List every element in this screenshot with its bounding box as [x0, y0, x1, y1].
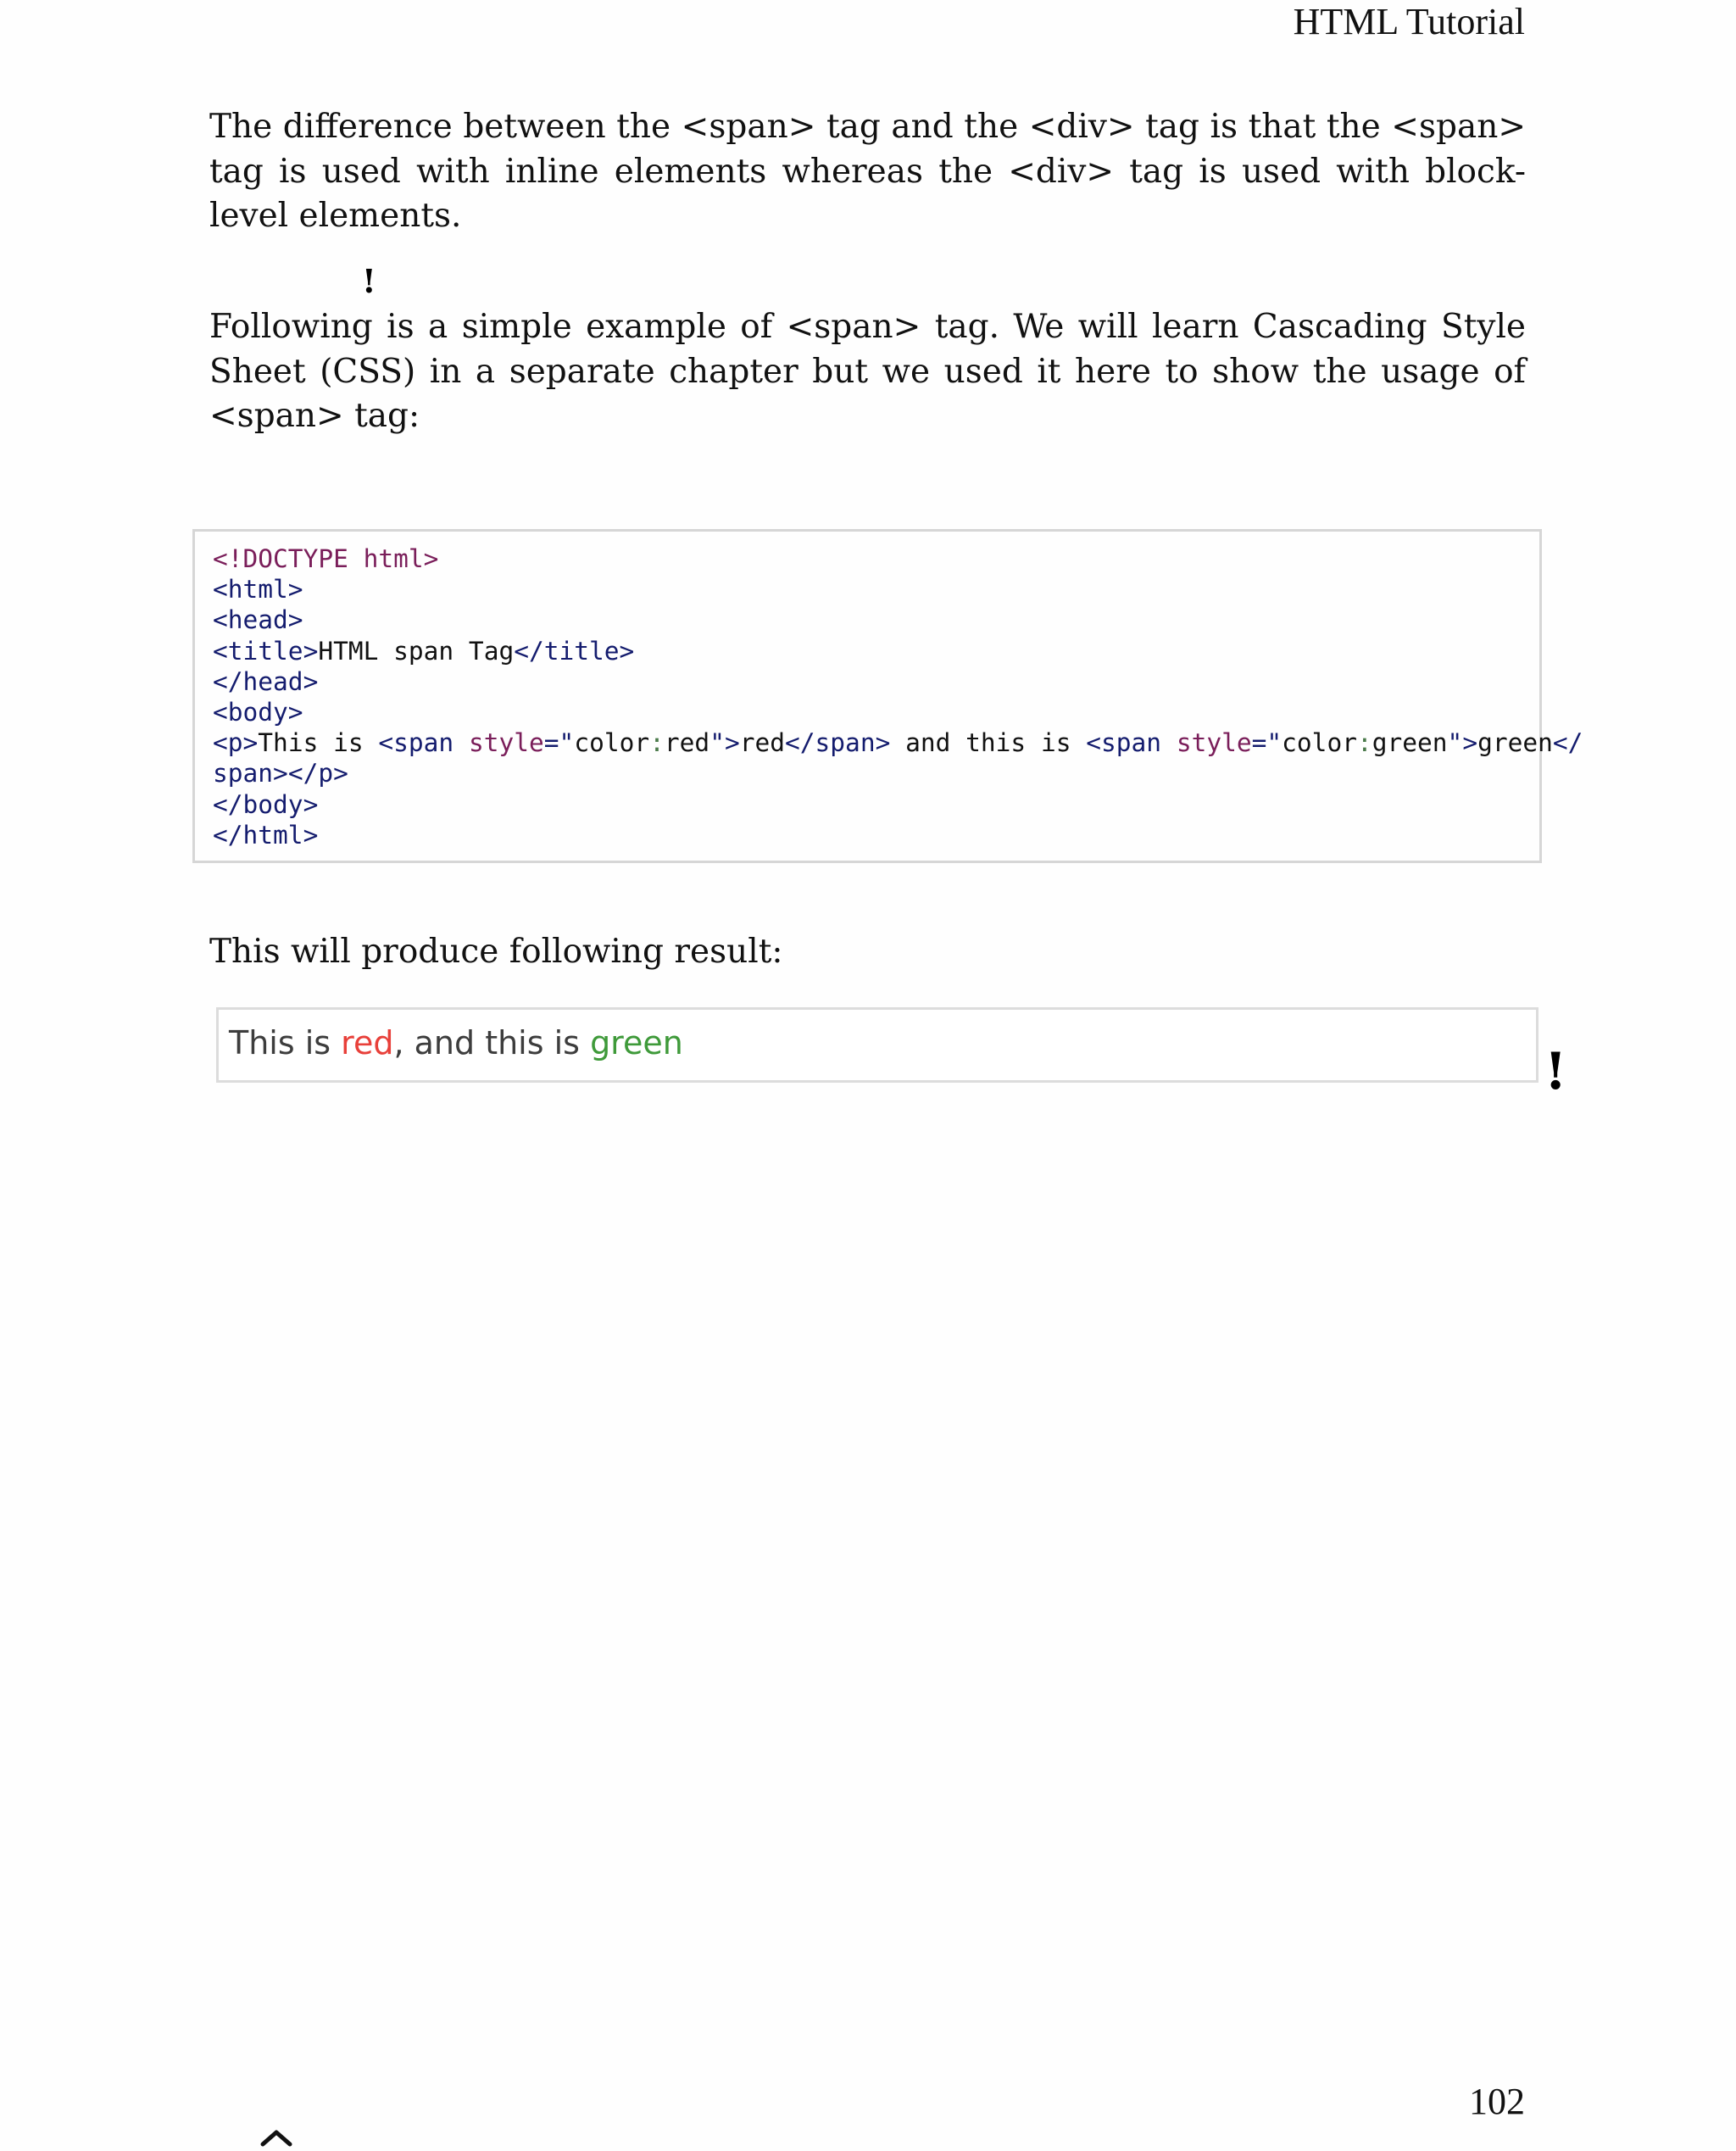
- code-prop-color-2: color: [1282, 728, 1357, 758]
- code-gt-2: >: [1462, 728, 1478, 758]
- code-span-open-2: <span: [1086, 728, 1177, 758]
- code-block: [213, 543, 1583, 850]
- output-green-word: green: [590, 1024, 683, 1062]
- output-text-this-is: This is: [229, 1024, 342, 1062]
- rendered-output-box: [216, 1007, 1538, 1083]
- exclamation-mark-glyph-large: !: [1544, 1042, 1567, 1101]
- intro-paragraph: The difference between the <span> tag and the <div> tag is that the <span> tag is used with inline elements whereas the <div> tag is used with block-level elements.: [209, 108, 1526, 235]
- result-intro-paragraph: This will produce following result:: [209, 933, 783, 971]
- code-prop-color-1: color: [574, 728, 650, 758]
- code-line-body-open: <body>: [213, 698, 303, 727]
- code-span-close-2-end: span>: [213, 759, 288, 789]
- page-number: 102: [1469, 2081, 1525, 2122]
- code-line-html-close: </html>: [213, 820, 319, 850]
- code-colon-1: :: [649, 728, 665, 758]
- code-quote-1: ": [709, 728, 725, 758]
- code-colon-2: :: [1356, 728, 1372, 758]
- code-line-head-close: </head>: [213, 666, 319, 696]
- rendered-output-line: [229, 1022, 683, 1064]
- code-line-html-open: <html>: [213, 575, 303, 605]
- code-text-this-is: This is: [258, 728, 379, 758]
- code-title-close-tag: </title>: [514, 636, 635, 666]
- caret-up-icon: [259, 2126, 293, 2151]
- code-inner-green: green: [1477, 728, 1553, 758]
- code-p-open-tag: <p>: [213, 728, 259, 758]
- code-eq-quote-2: =": [1251, 728, 1283, 758]
- code-title-open-tag: <title>: [213, 636, 319, 666]
- code-attr-style-1: style: [468, 728, 544, 758]
- code-quote-2: ": [1447, 728, 1463, 758]
- code-line-body-close: </body>: [213, 789, 319, 819]
- code-text-and-this-is: and this is: [890, 728, 1087, 758]
- code-inner-red: red: [739, 728, 786, 758]
- code-example-box: [192, 529, 1583, 863]
- output-text-and-this-is: , and this is: [393, 1024, 591, 1062]
- output-red-word: red: [341, 1024, 394, 1062]
- code-value-green: green: [1372, 728, 1448, 758]
- code-title-text: HTML span Tag: [318, 636, 515, 666]
- code-line-doctype: <!DOCTYPE html>: [213, 544, 439, 573]
- running-header: HTML Tutorial: [1293, 1, 1525, 42]
- code-value-red: red: [664, 728, 710, 758]
- code-gt-1: >: [724, 728, 740, 758]
- exclamation-mark-glyph: !: [362, 262, 376, 300]
- code-span-open-1: <span: [378, 728, 469, 758]
- example-paragraph: Following is a simple example of <span> tag. We will learn Cascading Style Sheet (CSS) in a separate chapter but we used it here to show the usage of <span> tag:: [209, 308, 1526, 435]
- code-attr-style-2: style: [1176, 728, 1252, 758]
- code-span-close-2-start: </: [1552, 728, 1583, 758]
- code-line-head-open: <head>: [213, 605, 303, 635]
- code-span-close-1: </span>: [785, 728, 891, 758]
- code-p-close-tag: </p>: [287, 759, 348, 789]
- code-eq-quote-1: =": [543, 728, 575, 758]
